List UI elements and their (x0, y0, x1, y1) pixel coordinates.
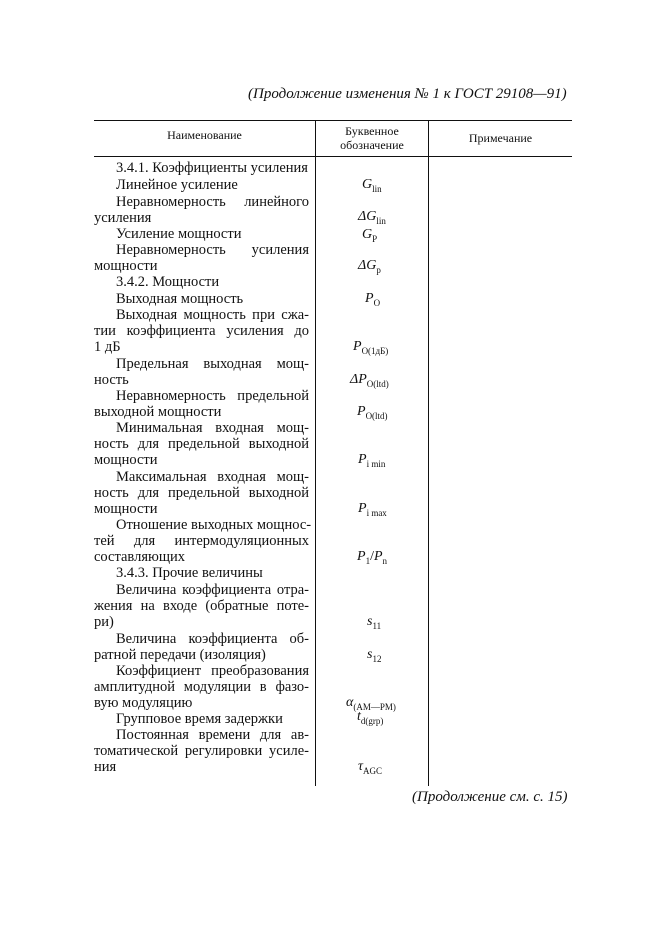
row-linear-gain-flatness-2: усиления (94, 210, 152, 226)
symbol-p-o-ltd: $P_{O(ltd)}$ (357, 404, 388, 421)
symbol-alpha-am-pm: $\alpha_{(AM—PM)}$ (346, 695, 396, 712)
column-header-symbol-line1: Буквенное (345, 124, 399, 138)
row-am-pm-1: Коэффициент преобразования (116, 663, 309, 679)
row-output-power: Выходная мощность (116, 291, 244, 307)
row-reverse-2: ратной передачи (изоляция) (94, 647, 266, 663)
symbol-p-o: $P_O$ (365, 291, 381, 308)
row-reflection-2: жения на входе (обратные поте- (94, 598, 309, 614)
row-linear-gain: Линейное усиление (116, 177, 238, 193)
column-header-symbol-line2: обозначение (340, 138, 404, 152)
row-min-input-3: мощности (94, 452, 158, 468)
symbol-g-p: $G_P$ (362, 227, 378, 244)
symbol-p1-over-pn: $P_1/P_n$ (357, 549, 388, 566)
column-divider-1 (315, 120, 316, 786)
section-3-4-3: 3.4.3. Прочие величины (116, 565, 263, 581)
symbol-delta-p-o-ltd: $\Delta P_{O(ltd)}$ (350, 372, 389, 389)
section-3-4-1: 3.4.1. Коэффициенты усиления (116, 160, 308, 176)
row-linear-gain-flatness-1: Неравномерность линейного (116, 194, 309, 210)
row-max-input-2: ность для предельной выходной (94, 485, 309, 501)
symbol-p-o-1db: $P_{O(1дБ)}$ (353, 339, 389, 356)
row-power-ratio-3: составляющих (94, 549, 186, 565)
row-power-ratio-1: Отношение выходных мощнос- (116, 517, 312, 533)
symbol-tau-agc: $\tau_{AGC}$ (358, 759, 383, 776)
symbol-delta-g-lin: $\Delta G_{lin}$ (358, 209, 386, 226)
symbol-delta-g-p: $\Delta G_p$ (358, 258, 381, 275)
row-min-input-2: ность для предельной выходной (94, 436, 309, 452)
row-power-ratio-2: тей для интермодуляционных (94, 533, 309, 549)
row-max-input-1: Максимальная входная мощ- (116, 469, 309, 485)
row-group-delay: Групповое время задержки (116, 711, 283, 727)
row-am-pm-3: вую модуляцию (94, 695, 193, 711)
row-output-power-1db-2: тии коэффициента усиления до (94, 323, 309, 339)
row-reverse-1: Величина коэффициента об- (116, 631, 309, 647)
row-saturated-output-1: Предельная выходная мощ- (116, 356, 309, 372)
row-agc-1: Постоянная времени для ав- (116, 727, 309, 743)
row-saturated-flatness-2: выходной мощности (94, 404, 222, 420)
table-top-rule (94, 120, 572, 121)
symbol-s11: $s_{11}$ (367, 614, 382, 631)
table-header-rule (94, 156, 572, 157)
row-agc-2: томатической регулировки усиле- (94, 743, 309, 759)
column-divider-2 (428, 120, 429, 786)
row-min-input-1: Минимальная входная мощ- (116, 420, 309, 436)
row-max-input-3: мощности (94, 501, 158, 517)
continuation-footer: (Продолжение см. с. 15) (412, 789, 568, 805)
symbol-g-lin: $G_{lin}$ (362, 177, 382, 194)
column-header-note: Примечание (468, 131, 533, 145)
symbol-s12: $s_{12}$ (367, 647, 382, 664)
row-saturated-output-2: ность (94, 372, 129, 388)
section-3-4-2: 3.4.2. Мощности (116, 274, 220, 290)
column-header-name: Наименование (167, 128, 242, 142)
symbol-t-d-grp: $t_{d(grp)}$ (357, 709, 384, 726)
symbol-p-i-min: $P_{i min}$ (358, 452, 386, 469)
row-reflection-1: Величина коэффициента отра- (116, 582, 309, 598)
symbol-p-i-max: $P_{i max}$ (358, 501, 387, 518)
continuation-header: (Продолжение изменения № 1 к ГОСТ 29108—91) (248, 86, 567, 102)
row-am-pm-2: амплитудной модуляции в фазо- (94, 679, 309, 695)
row-power-gain: Усиление мощности (116, 226, 242, 242)
row-power-gain-flatness-1: Неравномерность усиления (116, 242, 309, 258)
row-saturated-flatness-1: Неравномерность предельной (116, 388, 309, 404)
row-agc-3: ния (94, 759, 117, 775)
row-power-gain-flatness-2: мощности (94, 258, 158, 274)
row-output-power-1db-1: Выходная мощность при сжа- (116, 307, 309, 323)
row-output-power-1db-3: 1 дБ (94, 339, 121, 355)
row-reflection-3: ри) (94, 614, 114, 630)
